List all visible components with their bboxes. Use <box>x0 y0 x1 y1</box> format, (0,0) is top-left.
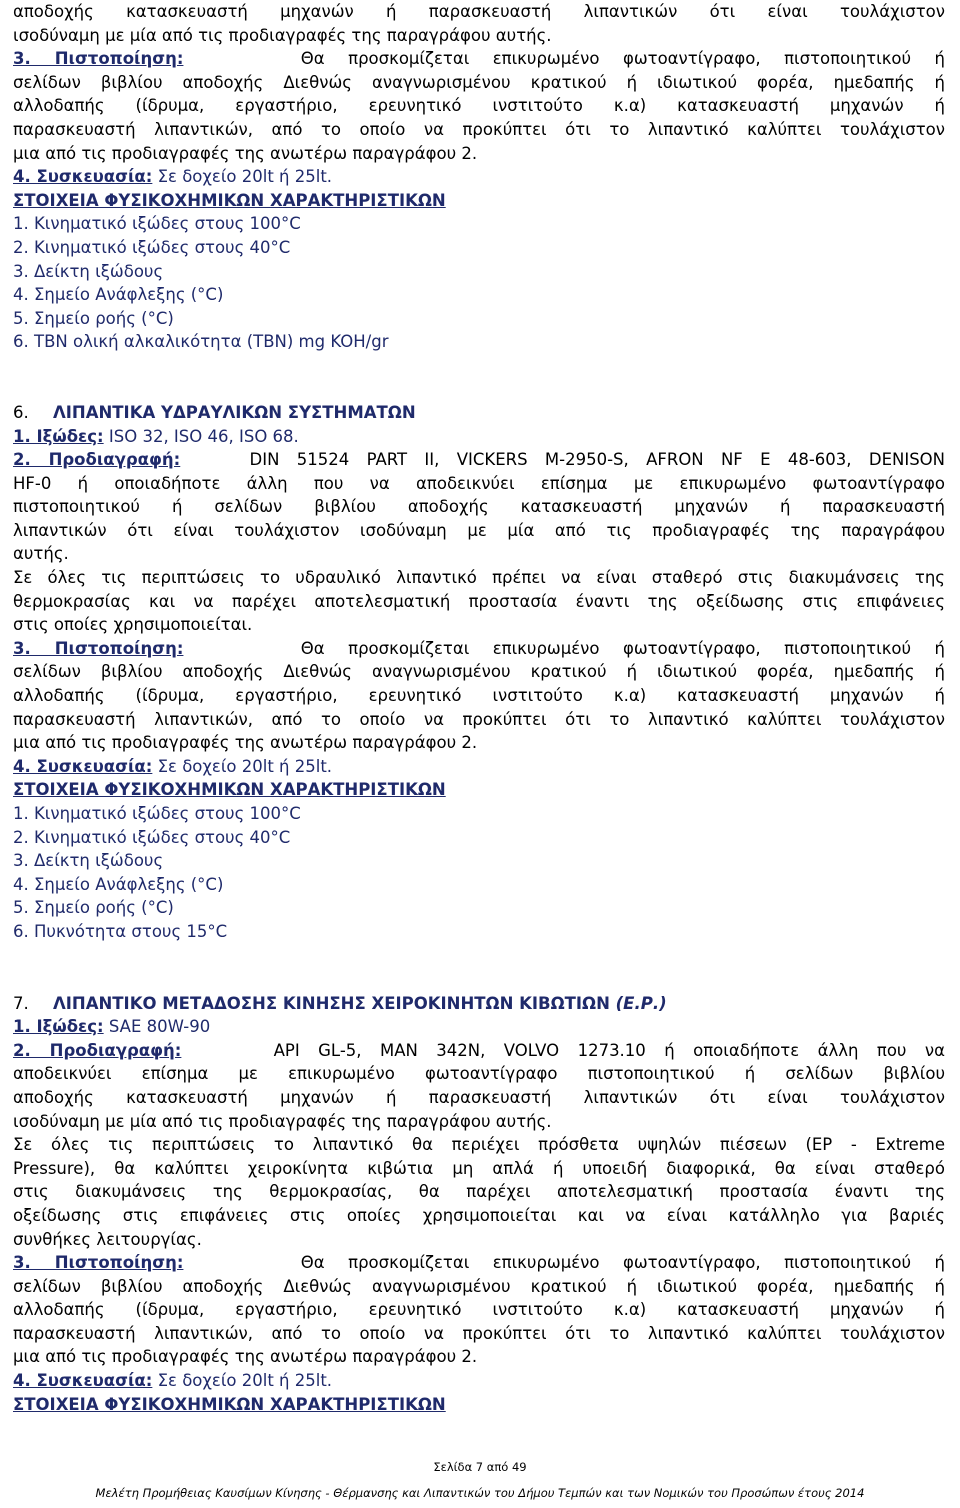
certification-text: Θα προσκομίζεται επικυρωμένο φωτοαντίγραφο, πιστοποιητικού ή <box>300 638 945 658</box>
properties-heading: ΣΤΟΙΧΕΙΑ ΦΥΣΙΚΟΧΗΜΙΚΩΝ ΧΑΡΑΚΤΗΡΙΣΤΙΚΩΝ <box>13 190 446 210</box>
certification-label: 3. Πιστοποίηση: <box>13 49 184 69</box>
property-item: 3. Δείκτη ιξώδους <box>13 261 164 281</box>
properties-heading: ΣΤΟΙΧΕΙΑ ΦΥΣΙΚΟΧΗΜΙΚΩΝ ΧΑΡΑΚΤΗΡΙΣΤΙΚΩΝ <box>13 780 446 800</box>
certification-text: μια από τις προδιαγραφές της ανωτέρω παραγράφου 2. <box>13 1347 478 1367</box>
property-item: 6. Πυκνότητα στους 15°C <box>13 921 228 941</box>
property-item: 5. Σημείο ροής (°C) <box>13 308 174 328</box>
document-page <box>13 0 945 1416</box>
certification-label: 3. Πιστοποίηση: <box>13 1253 184 1273</box>
certification-text: σελίδων βιβλίου αποδοχής Διεθνώς αναγνωρισμένου κρατικού ή ιδιωτικού φορέα, ημεδαπής ή <box>13 662 945 682</box>
packaging-label: 4. Συσκευασία: <box>13 756 153 776</box>
viscosity-label: 1. Ιξώδες: <box>13 426 104 446</box>
properties-heading: ΣΤΟΙΧΕΙΑ ΦΥΣΙΚΟΧΗΜΙΚΩΝ ΧΑΡΑΚΤΗΡΙΣΤΙΚΩΝ <box>13 1394 446 1414</box>
properties-list <box>13 802 945 944</box>
certification-block <box>13 1251 945 1369</box>
certification-text: παρασκευαστή λιπαντικών, από το οποίο να προκύπτει ότι το λιπαντικό καλύπτει τουλάχιστον <box>13 709 945 729</box>
certification-label: 3. Πιστοποίηση: <box>13 638 184 658</box>
property-item: 2. Κινηματικό ιξώδες στους 40°C <box>13 827 291 847</box>
note-text: Σε όλες τις περιπτώσεις το λιπαντικό θα περιέχει πρόσθετα υψηλών πιέσεων (EP - Extreme <box>13 1135 945 1155</box>
viscosity-value: SAE 80W-90 <box>108 1017 211 1037</box>
section-title: ΛΙΠΑΝΤΙΚΟ ΜΕΤΑΔΟΣΗΣ ΚΙΝΗΣΗΣ ΧΕΙΡΟΚΙΝΗΤΩΝ ΚΙΒΩΤΙΩΝ <box>53 993 610 1013</box>
certification-text: παρασκευαστή λιπαντικών, από το οποίο να προκύπτει ότι το λιπαντικό καλύπτει τουλάχιστον <box>13 1323 945 1343</box>
property-item: 3. Δείκτη ιξώδους <box>13 851 164 871</box>
property-item: 6. TBN ολική αλκαλικότητα (TBN) mg KOH/gr <box>13 332 389 352</box>
viscosity-line <box>13 1015 945 1039</box>
section-title-suffix: (Ε.Ρ.) <box>615 993 667 1013</box>
specification-text: DIN 51524 PART II, VICKERS M-2950-S, AFRON NF E 48-603, DENISON <box>249 450 946 470</box>
section-number: 6. <box>13 402 29 422</box>
specification-label: 2. Προδιαγραφή: <box>13 1040 182 1060</box>
note-text: Σε όλες τις περιπτώσεις το υδραυλικό λιπαντικό πρέπει να είναι σταθερό στις διακυμάνσεις της <box>13 568 945 588</box>
note-text: θερμοκρασίας και να παρέχει αποτελεσματική προστασία έναντι της οξείδωσης στις επιφάνειες <box>13 591 945 611</box>
packaging-text: Σε δοχείο 20lt ή 25lt. <box>157 167 333 187</box>
property-item: 5. Σημείο ροής (°C) <box>13 898 174 918</box>
certification-text: μια από τις προδιαγραφές της ανωτέρω παραγράφου 2. <box>13 733 478 753</box>
specification-text: αποδοχής κατασκευαστή μηχανών ή παρασκευαστή λιπαντικών ότι είναι τουλάχιστον <box>13 1087 945 1107</box>
packaging-line <box>13 755 945 779</box>
specification-text: HF-0 ή οποιαδήποτε άλλη που να αποδεικνύει επίσημα με επικυρωμένο φωτοαντίγραφο <box>13 473 945 493</box>
certification-block <box>13 637 945 755</box>
footer-note: Μελέτη Προμήθειας Καυσίμων Κίνησης - Θέρμανσης και Λιπαντικών του Δήμου Τεμπών και των Νομικών του Προσώπων έτους 2014 <box>95 1486 865 1500</box>
specification-text: ισοδύναμη με μία από τις προδιαγραφές της παραγράφου αυτής. <box>13 1111 552 1131</box>
certification-text: σελίδων βιβλίου αποδοχής Διεθνώς αναγνωρισμένου κρατικού ή ιδιωτικού φορέα, ημεδαπής ή <box>13 1276 945 1296</box>
body-text: ισοδύναμη με μία από τις προδιαγραφές της παραγράφου αυτής. <box>13 25 552 45</box>
section-heading <box>13 401 945 425</box>
property-item: 1. Κινηματικό ιξώδες στους 100°C <box>13 804 301 823</box>
certification-block <box>13 47 945 165</box>
packaging-text: Σε δοχείο 20lt ή 25lt. <box>157 1371 333 1391</box>
specification-label: 2. Προδιαγραφή: <box>13 450 181 470</box>
specification-text: αποδεικνύει επίσημα με επικυρωμένο φωτοαντίγραφο πιστοποιητικού ή σελίδων βιβλίου <box>13 1064 945 1084</box>
viscosity-line <box>13 425 945 449</box>
note-text: οξείδωσης στις επιφάνειες στις οποίες χρησιμοποιείται και να είναι κατάλληλο για βαριές <box>13 1205 945 1225</box>
certification-text: αλλοδαπής (ίδρυμα, εργαστήριο, ερευνητικό ινστιτούτο κ.α) κατασκευαστή μηχανών ή <box>13 96 945 116</box>
certification-text: αλλοδαπής (ίδρυμα, εργαστήριο, ερευνητικό ινστιτούτο κ.α) κατασκευαστή μηχανών ή <box>13 686 945 706</box>
section-number: 7. <box>13 993 29 1013</box>
property-item: 2. Κινηματικό ιξώδες στους 40°C <box>13 237 291 257</box>
certification-text: σελίδων βιβλίου αποδοχής Διεθνώς αναγνωρισμένου κρατικού ή ιδιωτικού φορέα, ημεδαπής ή <box>13 72 945 92</box>
note-text: Pressure), θα καλύπτει χειροκίνητα κιβώτια μη απλά ή υποειδή διαφορικά, θα είναι σταθερό <box>13 1158 945 1178</box>
certification-text: Θα προσκομίζεται επικυρωμένο φωτοαντίγραφο, πιστοποιητικού ή <box>300 49 945 69</box>
page-number: Σελίδα 7 από 49 <box>433 1460 527 1474</box>
body-text: αποδοχής κατασκευαστή μηχανών ή παρασκευαστή λιπαντικών ότι είναι τουλάχιστον <box>13 2 945 21</box>
specification-text: API GL-5, MAN 342N, VOLVO 1273.10 ή οποιαδήποτε άλλη που να <box>273 1040 945 1060</box>
note-text: στις οποίες χρησιμοποιείται. <box>13 615 253 635</box>
specification-text: λιπαντικών ότι είναι τουλάχιστον ισοδύναμη με μία από τις προδιαγραφές της παραγράφου <box>13 520 945 540</box>
section-title: ΛΙΠΑΝΤΙΚΑ ΥΔΡΑΥΛΙΚΩΝ ΣΥΣΤΗΜΑΤΩΝ <box>53 402 416 422</box>
property-item: 4. Σημείο Ανάφλεξης (°C) <box>13 285 224 305</box>
packaging-line <box>13 1369 945 1393</box>
packaging-label: 4. Συσκευασία: <box>13 1371 153 1391</box>
certification-text: παρασκευαστή λιπαντικών, από το οποίο να προκύπτει ότι το λιπαντικό καλύπτει τουλάχιστον <box>13 119 945 139</box>
packaging-line <box>13 165 945 189</box>
packaging-label: 4. Συσκευασία: <box>13 167 153 187</box>
property-item: 1. Κινηματικό ιξώδες στους 100°C <box>13 214 301 234</box>
viscosity-label: 1. Ιξώδες: <box>13 1017 104 1037</box>
specification-text: αυτής. <box>13 544 69 564</box>
properties-list <box>13 212 945 354</box>
certification-text: μια από τις προδιαγραφές της ανωτέρω παραγράφου 2. <box>13 143 478 163</box>
certification-text: Θα προσκομίζεται επικυρωμένο φωτοαντίγραφο, πιστοποιητικού ή <box>300 1253 945 1273</box>
viscosity-value: ISO 32, ISO 46, ISO 68. <box>108 426 299 446</box>
property-item: 4. Σημείο Ανάφλεξης (°C) <box>13 874 224 894</box>
section-heading <box>13 992 945 1016</box>
certification-text: αλλοδαπής (ίδρυμα, εργαστήριο, ερευνητικό ινστιτούτο κ.α) κατασκευαστή μηχανών ή <box>13 1300 945 1320</box>
note-text: στις διακυμάνσεις της θερμοκρασίας, θα παρέχει αποτελεσματική προστασία έναντι της <box>13 1182 945 1202</box>
note-text: συνθήκες λειτουργίας. <box>13 1229 202 1249</box>
specification-text: πιστοποιητικού ή σελίδων βιβλίου αποδοχής κατασκευαστή μηχανών ή παρασκευαστή <box>13 497 945 517</box>
packaging-text: Σε δοχείο 20lt ή 25lt. <box>157 756 333 776</box>
